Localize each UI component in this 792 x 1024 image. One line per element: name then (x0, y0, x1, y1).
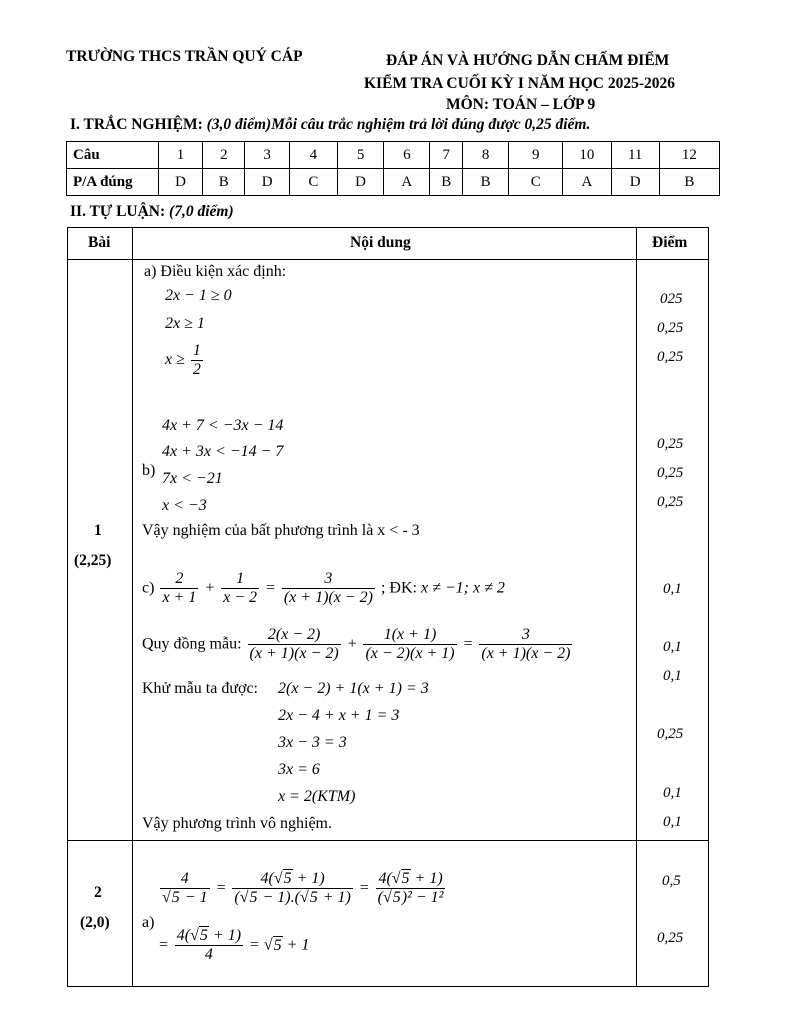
question-cell: 9 (509, 142, 563, 169)
question-cell: 10 (563, 142, 611, 169)
answer-cell: B (659, 169, 719, 196)
bai2-line2: = $\frac{4(√5 + 1)}{4}$ = √5 + 1 (158, 927, 310, 963)
question-cell: 1 (158, 142, 202, 169)
section1-heading: I. TRẮC NGHIỆM: (3,0 điểm)Mỗi câu trắc nghiệm trả lời đúng được 0,25 điểm. (70, 116, 591, 133)
question-cell: 4 (289, 142, 337, 169)
table-row (67, 142, 720, 169)
fraction: $\frac{4(√5 + 1)}{(√5 - 1).(√5 + 1)}$ (234, 870, 351, 906)
fraction: $\frac{1}{x - 2}$ (223, 570, 258, 606)
bai1-b-conclusion: Vậy nghiệm của bất phương trình là x < - 3 (142, 522, 420, 539)
question-cell: 11 (611, 142, 659, 169)
fraction: $\frac{4(√5 + 1)}{\text{(√5)² − 1²}}$ (377, 870, 444, 906)
answer-cell: B (430, 169, 463, 196)
bai1-quy-dong: Quy đồng mẫu: $\frac{2(x - 2)}{(x + 1)(x - 2)}$ + $\frac{1(x + 1)}{(x - 2)(x + 1)}$ = $\frac{3}{(x + 1)(x - 2)}$ (142, 626, 571, 662)
doc-title-3: MÔN: TOÁN – LỚP 9 (446, 96, 596, 113)
bai2-line1: $\frac{4}{√5 - 1}$ = $\frac{4(√5 + 1)}{(√5 - 1).(√5 + 1)}$ = $\frac{4(√5 + 1)}{\text{(√5)² − 1²}}$ (162, 870, 444, 906)
answer-cell: A (563, 169, 611, 196)
score: 0,25 (657, 436, 684, 452)
row-label-answer: P/A đúng (67, 169, 159, 196)
answer-cell: C (289, 169, 337, 196)
score: 0,1 (663, 814, 682, 830)
fraction: $\frac{2(x - 2)}{(x + 1)(x - 2)}$ (249, 626, 339, 662)
math-line: 3x = 6 (278, 761, 320, 778)
question-cell: 8 (462, 142, 508, 169)
question-cell: 12 (659, 142, 719, 169)
question-cell: 5 (337, 142, 383, 169)
fraction: $\frac{3}{(x + 1)(x - 2)}$ (481, 626, 571, 662)
question-cell: 2 (203, 142, 245, 169)
bai1-khu-mau-label: Khử mẫu ta được: (142, 680, 258, 697)
bai2-number: 2 (94, 884, 102, 901)
answer-cell: B (203, 169, 245, 196)
doc-title-2: KIỂM TRA CUỐI KỲ I NĂM HỌC 2025-2026 (364, 75, 676, 92)
math-line: x ≥ $\frac{1}{2}$ (165, 342, 201, 378)
answer-cell: D (158, 169, 202, 196)
divider (67, 840, 709, 841)
bai1-c-conclusion: Vậy phương trình vô nghiệm. (142, 815, 332, 832)
score: 0,5 (662, 873, 681, 889)
bai1-points: (2,25) (74, 552, 112, 569)
score: 0,25 (657, 726, 684, 742)
fraction: $\frac{4(√5 + 1)}{4}$ (176, 927, 242, 963)
col-header-diem: Điểm (652, 234, 688, 251)
bai1-c-equation: c) $\frac{2}{x + 1}$ + $\frac{1}{x - 2}$ = $\frac{3}{(x + 1)(x - 2)}$ ; ĐK: x ≠ −1; x ≠ 2 (142, 570, 505, 606)
math-line: 2x − 4 + x + 1 = 3 (278, 707, 400, 724)
fraction: $\frac{4}{√5 - 1}$ (162, 870, 208, 906)
bai2-points: (2,0) (80, 914, 110, 931)
score: 0,25 (657, 465, 684, 481)
math-line: 4x + 7 < −3x − 14 (162, 417, 284, 434)
doc-title-1: ĐÁP ÁN VÀ HƯỚNG DẪN CHẤM ĐIỂM (386, 52, 670, 69)
table-row (67, 169, 720, 196)
answer-cell: B (462, 169, 508, 196)
question-cell: 6 (384, 142, 430, 169)
math-line: x = 2(KTM) (278, 788, 356, 805)
answer-cell: D (245, 169, 289, 196)
bai1-number: 1 (94, 522, 102, 539)
math-line: x < −3 (162, 497, 207, 514)
bai1-a-label: a) Điều kiện xác định: (144, 263, 287, 280)
score: 0,1 (663, 785, 682, 801)
score: 0,1 (663, 581, 682, 597)
math-line: 2x − 1 ≥ 0 (165, 287, 232, 304)
score: 0,25 (657, 930, 684, 946)
math-line: 2(x − 2) + 1(x + 1) = 3 (278, 680, 429, 697)
score: 025 (660, 291, 683, 307)
bai2-a-label: a) (142, 914, 155, 931)
col-header-noidung: Nội dung (350, 234, 411, 251)
divider (132, 227, 133, 986)
answer-cell: A (384, 169, 430, 196)
fraction: $\frac{3}{(x + 1)(x - 2)}$ (283, 570, 373, 606)
score: 0,25 (657, 320, 684, 336)
math-line: 2x ≥ 1 (165, 315, 205, 332)
math-line: 7x < −21 (162, 470, 223, 487)
score: 0,1 (663, 639, 682, 655)
bai1-b-label: b) (142, 462, 156, 479)
school-name: TRƯỜNG THCS TRẦN QUÝ CÁP (66, 48, 303, 65)
score: 0,1 (663, 668, 682, 684)
answer-cell: D (337, 169, 383, 196)
fraction: $\frac{2}{x + 1}$ (162, 570, 197, 606)
answer-cell: C (509, 169, 563, 196)
score: 0,25 (657, 494, 684, 510)
row-label-question: Câu (67, 142, 159, 169)
score: 0,25 (657, 349, 684, 365)
answer-key-table (66, 141, 720, 196)
math-line: 4x + 3x < −14 − 7 (162, 443, 284, 460)
answer-cell: D (611, 169, 659, 196)
divider (67, 259, 709, 260)
fraction: $\frac{1(x + 1)}{(x - 2)(x + 1)}$ (365, 626, 455, 662)
divider (636, 227, 637, 986)
math-line: 3x − 3 = 3 (278, 734, 347, 751)
question-cell: 3 (245, 142, 289, 169)
fraction: $\frac{1}{2}$ (192, 342, 201, 378)
question-cell: 7 (430, 142, 463, 169)
col-header-bai: Bài (88, 234, 111, 251)
section2-heading: II. TỰ LUẬN: (7,0 điểm) (70, 203, 234, 220)
